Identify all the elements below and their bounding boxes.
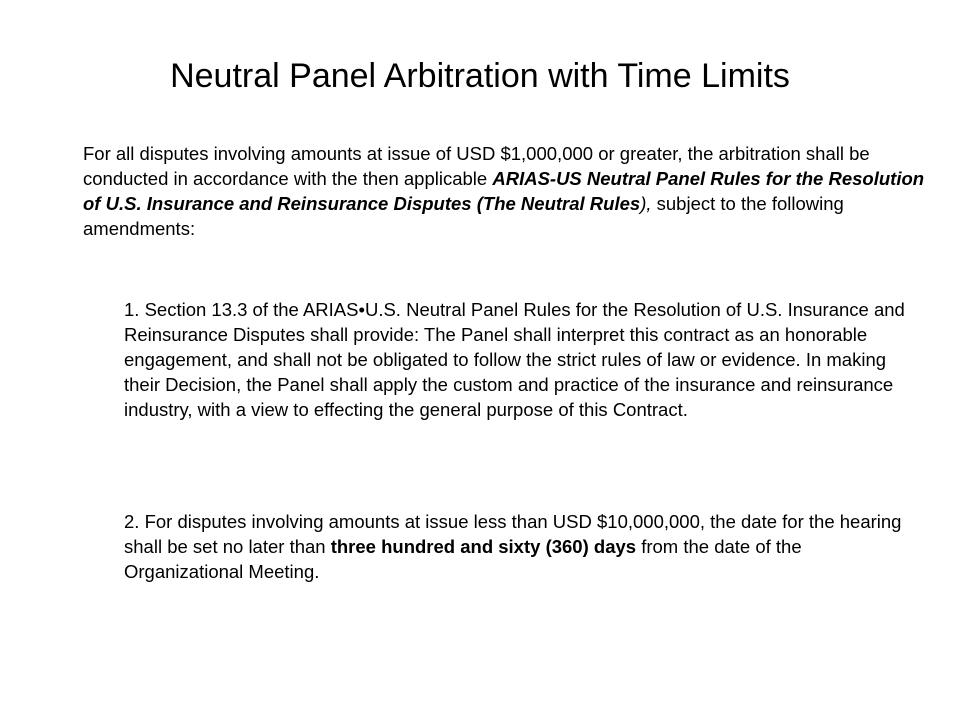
item-2-text-1: 2. For disputes involving amounts at issue less than USD $10,000,000, the date for the hearing shall be set no later than — [124, 511, 902, 557]
item-2-text-2: from the date of the Organizational Meeting. — [124, 536, 802, 582]
rules-close-paren: ), — [640, 193, 652, 214]
amendment-item-2 — [124, 509, 924, 584]
intro-text-1: For all disputes involving amounts at issue of USD $1,000,000 or greater, the arbitration shall be conducted in accordance with the then applicable — [83, 143, 870, 189]
slide-title: Neutral Panel Arbitration with Time Limits — [170, 57, 790, 95]
intro-paragraph — [83, 141, 928, 241]
intro-text-2: subject to the following amendments: — [83, 193, 844, 239]
amendment-item-1: 1. Section 13.3 of the ARIAS•U.S. Neutral Panel Rules for the Resolution of U.S. Insurance and Reinsurance Disputes shall provide: The Panel shall interpret this contract as an honorable engagement, and shall not be obligated to follow the strict rules of law or evidence. In making their Decision, the Panel shall apply the custom and practice of the insurance and reinsurance industry, with a view to effecting the general purpose of this Contract. — [124, 299, 905, 420]
rules-name: ARIAS-US Neutral Panel Rules for the Resolution of U.S. Insurance and Reinsurance Disputes (The Neutral Rules — [83, 168, 925, 214]
item-2-deadline: three hundred and sixty (360) days — [330, 536, 637, 557]
